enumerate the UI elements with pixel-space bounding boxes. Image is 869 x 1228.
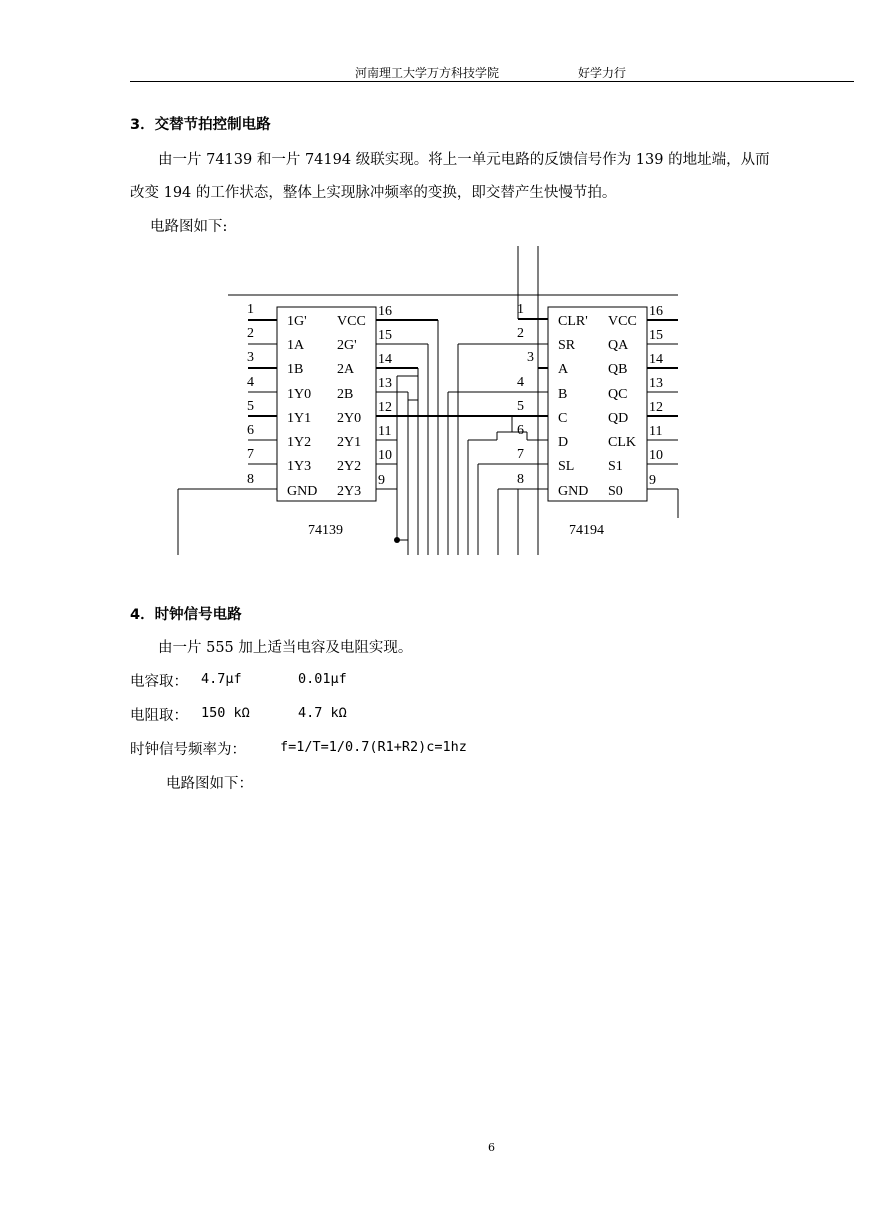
- svg-text:1G': 1G': [287, 314, 307, 329]
- section4-intro: 由一片 555 加上适当电容及电阻实现。: [158, 640, 413, 656]
- svg-text:8: 8: [517, 472, 524, 487]
- svg-text:2Y3: 2Y3: [337, 484, 362, 499]
- frequency-formula: f=1/T=1/0.7(R1+R2)c=1hz: [280, 739, 467, 755]
- header-motto: 好学力行: [578, 66, 627, 80]
- svg-text:6: 6: [247, 423, 254, 438]
- svg-text:VCC: VCC: [337, 314, 366, 329]
- svg-text:16: 16: [649, 304, 663, 319]
- section3-heading: 3．交替节拍控制电路: [130, 117, 271, 133]
- svg-text:13: 13: [378, 376, 392, 391]
- svg-text:C: C: [558, 411, 568, 426]
- chip-74139-left-pin-numbers: [247, 302, 254, 487]
- svg-text:2G': 2G': [337, 338, 357, 353]
- svg-text:12: 12: [649, 400, 663, 415]
- resistor-value-1: 150 kΩ: [201, 705, 250, 721]
- section4-figure-intro: 电路图如下：: [166, 776, 253, 792]
- capacitor-value-2: 0.01μf: [298, 671, 347, 687]
- section3-paragraph-line2: 改变 194 的工作状态，整体上实现脉冲频率的变换，即交替产生快慢节拍。: [130, 185, 617, 201]
- chip-74194-right-pin-numbers: [649, 304, 663, 488]
- svg-text:3: 3: [247, 350, 254, 365]
- chip-74139-left-labels: [287, 314, 317, 499]
- svg-text:1: 1: [247, 302, 254, 317]
- chip-74194-right-labels: [608, 314, 637, 499]
- svg-text:2: 2: [517, 326, 524, 341]
- svg-text:1B: 1B: [287, 362, 304, 377]
- svg-text:1Y1: 1Y1: [287, 411, 312, 426]
- svg-text:QD: QD: [608, 411, 629, 426]
- svg-text:9: 9: [378, 473, 385, 488]
- svg-text:4: 4: [247, 375, 254, 390]
- junction-dot: [394, 537, 400, 543]
- capacitor-value-1: 4.7μf: [201, 671, 242, 687]
- chip-74194-left-pin-numbers: [517, 302, 534, 487]
- svg-text:2: 2: [247, 326, 254, 341]
- svg-text:4: 4: [517, 375, 524, 390]
- svg-text:11: 11: [649, 424, 663, 439]
- svg-text:12: 12: [378, 400, 392, 415]
- section3-paragraph-line1: 由一片 74139 和一片 74194 级联实现。将上一单元电路的反馈信号作为 139 的地址端，从而: [158, 152, 770, 168]
- svg-text:10: 10: [649, 448, 663, 463]
- svg-text:1A: 1A: [287, 338, 305, 353]
- svg-text:CLK: CLK: [608, 435, 636, 450]
- svg-text:7: 7: [247, 447, 254, 462]
- svg-text:5: 5: [247, 399, 254, 414]
- svg-text:1Y0: 1Y0: [287, 387, 312, 402]
- svg-text:15: 15: [378, 328, 392, 343]
- header-institution: 河南理工大学万方科技学院: [355, 66, 500, 80]
- chip-74194-left-labels: [558, 314, 588, 499]
- svg-text:16: 16: [378, 304, 392, 319]
- svg-text:15: 15: [649, 328, 663, 343]
- svg-text:1Y3: 1Y3: [287, 459, 312, 474]
- svg-text:11: 11: [378, 424, 392, 439]
- svg-text:SL: SL: [558, 459, 575, 474]
- svg-text:2Y2: 2Y2: [337, 459, 362, 474]
- svg-text:2B: 2B: [337, 387, 354, 402]
- svg-text:1: 1: [517, 302, 524, 317]
- svg-text:2Y1: 2Y1: [337, 435, 362, 450]
- svg-text:2A: 2A: [337, 362, 355, 377]
- frequency-label: 时钟信号频率为：: [130, 742, 246, 758]
- svg-text:CLR': CLR': [558, 314, 588, 329]
- svg-text:QC: QC: [608, 387, 628, 402]
- svg-text:GND: GND: [287, 484, 318, 499]
- svg-text:QA: QA: [608, 338, 629, 353]
- chip-74194-name: 74194: [569, 523, 604, 538]
- svg-text:S1: S1: [608, 459, 623, 474]
- svg-text:D: D: [558, 435, 569, 450]
- svg-text:B: B: [558, 387, 568, 402]
- svg-text:3: 3: [527, 350, 534, 365]
- svg-text:VCC: VCC: [608, 314, 637, 329]
- svg-text:13: 13: [649, 376, 663, 391]
- svg-text:QB: QB: [608, 362, 628, 377]
- svg-text:6: 6: [517, 423, 524, 438]
- svg-text:2Y0: 2Y0: [337, 411, 362, 426]
- resistor-value-2: 4.7 kΩ: [298, 705, 347, 721]
- svg-text:SR: SR: [558, 338, 576, 353]
- svg-text:7: 7: [517, 447, 524, 462]
- svg-text:8: 8: [247, 472, 254, 487]
- svg-text:10: 10: [378, 448, 392, 463]
- chip-74139-right-labels: [337, 314, 366, 499]
- svg-text:9: 9: [649, 473, 656, 488]
- chip-74139-right-pin-numbers: [378, 304, 392, 488]
- svg-text:GND: GND: [558, 484, 589, 499]
- resistor-label: 电阻取：: [130, 708, 188, 724]
- svg-text:14: 14: [378, 352, 392, 367]
- chip-74139-name: 74139: [308, 523, 343, 538]
- svg-text:5: 5: [517, 399, 524, 414]
- section4-heading: 4．时钟信号电路: [130, 607, 242, 623]
- svg-text:1Y2: 1Y2: [287, 435, 312, 450]
- svg-text:A: A: [558, 362, 569, 377]
- capacitor-label: 电容取：: [130, 674, 188, 690]
- svg-text:14: 14: [649, 352, 663, 367]
- section3-figure-intro: 电路图如下:: [150, 219, 228, 235]
- svg-text:S0: S0: [608, 484, 623, 499]
- page-number: 6: [488, 1141, 495, 1154]
